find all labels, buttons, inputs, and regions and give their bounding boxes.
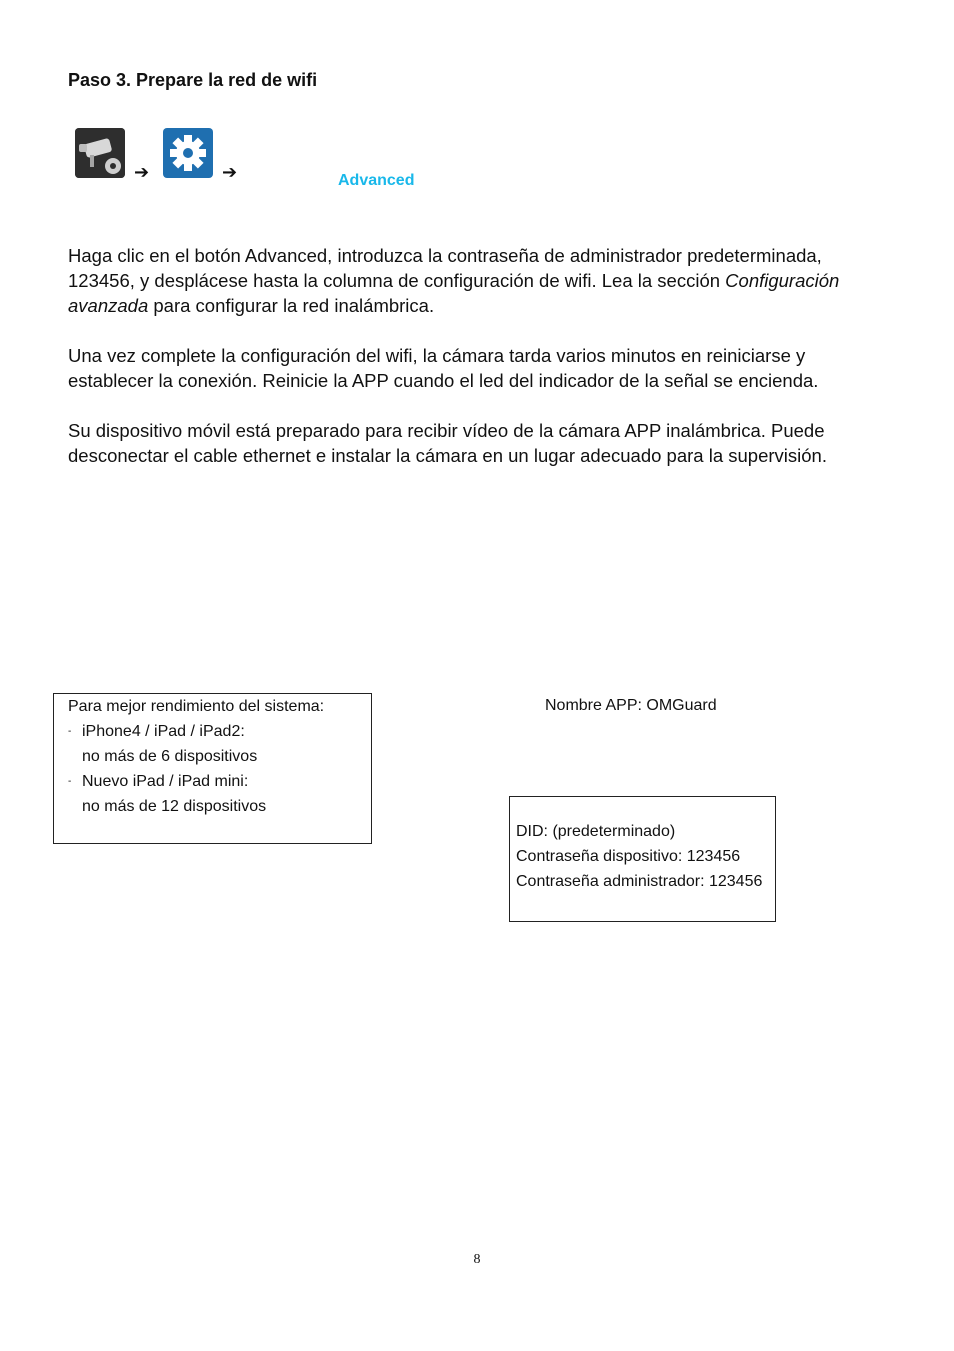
section-heading: Paso 3. Prepare la red de wifi <box>68 70 318 90</box>
did-value: DID: (predeterminado) <box>516 823 676 840</box>
admin-password: Contraseña administrador: 123456 <box>516 873 763 890</box>
device-limit: no más de 12 dispositivos <box>82 798 267 815</box>
arrow-icon: ➔ <box>134 162 150 182</box>
paragraph-advanced-instructions <box>68 243 888 318</box>
list-item <box>68 719 371 744</box>
device-limit: no más de 6 dispositivos <box>82 748 258 765</box>
list-item <box>68 769 371 794</box>
device-password: Contraseña dispositivo: 123456 <box>516 848 741 865</box>
credentials-box <box>509 796 776 922</box>
bullet: - <box>68 726 72 737</box>
paragraph-text: para configurar la red inalámbrica. <box>148 295 435 316</box>
advanced-label: Advanced <box>338 172 415 189</box>
device-group-label: iPhone4 / iPad / iPad2: <box>82 723 245 740</box>
bullet: - <box>68 776 72 787</box>
app-name: Nombre APP: OMGuard <box>545 697 717 714</box>
camera-settings-icon <box>75 128 125 178</box>
performance-box <box>53 693 372 844</box>
page-number: 8 <box>473 1252 481 1267</box>
performance-title: Para mejor rendimiento del sistema: <box>68 698 325 715</box>
section-reference: Configuración avanzada <box>68 270 840 316</box>
arrow-icon: ➔ <box>222 162 238 182</box>
paragraph-wifi-restart: Una vez complete la configuración del wifi, la cámara tarda varios minutos en reiniciarse y establecer la conexión. Reinicie la APP cuando el led del indicador de la señal se encienda. <box>68 345 819 391</box>
paragraph-device-ready: Su dispositivo móvil está preparado para recibir vídeo de la cámara APP inalámbrica. Puede desconectar el cable ethernet e instalar la cámara en un lugar adecuado para la supervisión. <box>68 420 827 466</box>
gear-icon <box>163 128 213 178</box>
paragraph-text: Haga clic en el botón Advanced, introduzca la contraseña de administrador predeterminada, 123456, y desplácese hasta la columna de configuración de wifi. Lea la sección <box>68 245 822 291</box>
device-group-label: Nuevo iPad / iPad mini: <box>82 773 249 790</box>
